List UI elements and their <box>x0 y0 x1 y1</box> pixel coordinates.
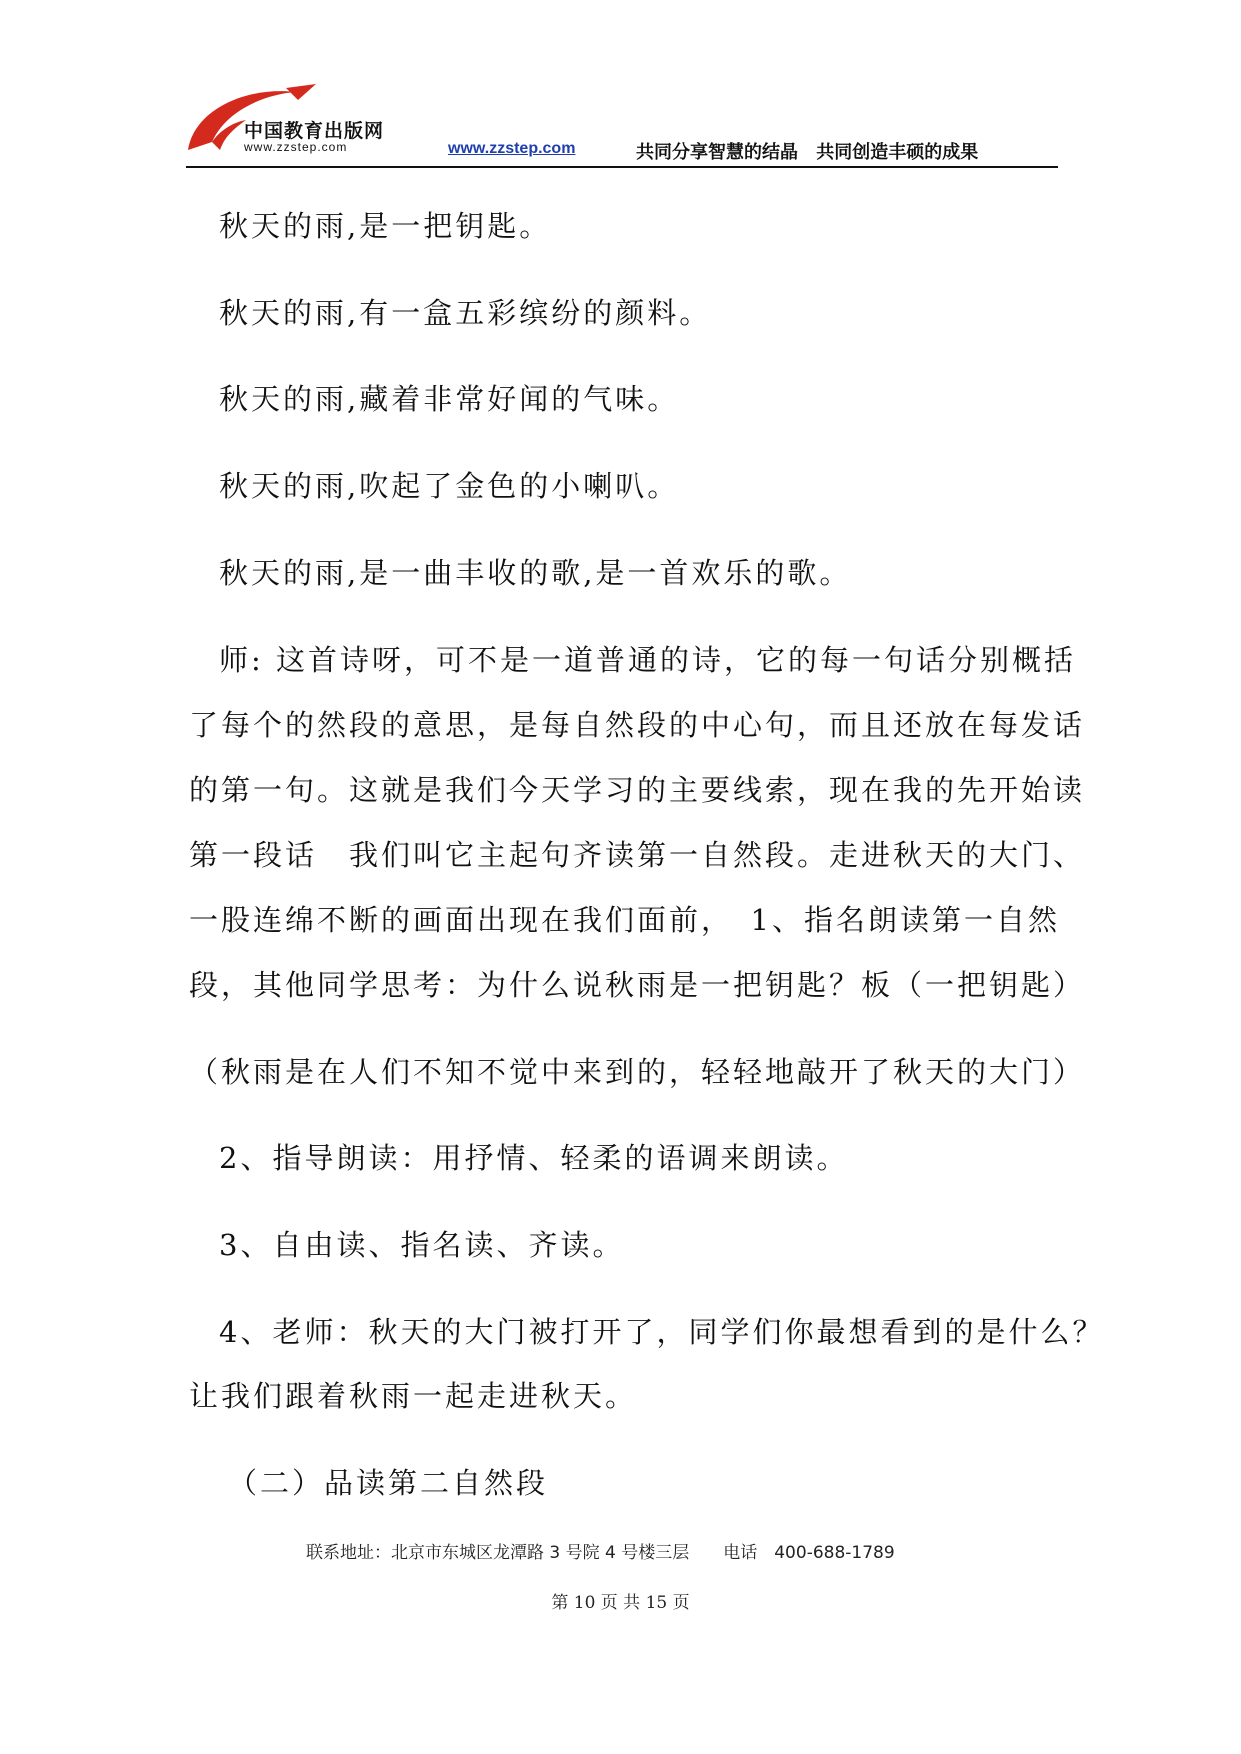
body-line: 第一段话 我们叫它主起句齐读第一自然段。走进秋天的大门、 <box>189 838 1086 872</box>
body-line: 了每个的然段的意思，是每自然段的中心句，而且还放在每发话 <box>189 708 1086 742</box>
body-line: （秋雨是在人们不知不觉中来到的，轻轻地敲开了秋天的大门） <box>189 1055 1086 1089</box>
site-link[interactable]: www.zzstep.com <box>448 140 576 157</box>
page-number: 第 10 页 共 15 页 <box>551 1593 690 1613</box>
publisher-logo <box>186 80 406 158</box>
body-line: 秋天的雨,是一曲丰收的歌,是一首欢乐的歌。 <box>219 556 852 590</box>
body-line: 秋天的雨,有一盒五彩缤纷的颜料。 <box>219 296 712 330</box>
body-line: 秋天的雨,藏着非常好闻的气味。 <box>219 382 680 416</box>
logo-chinese-text: 中国教育出版网 <box>244 120 385 142</box>
body-line: 一股连绵不断的画面出现在我们面前， 1、指名朗读第一自然 <box>189 903 1060 937</box>
body-line: 3、自由读、指名读、齐读。 <box>219 1228 625 1262</box>
section-heading: （二）品读第二自然段 <box>228 1466 549 1500</box>
body-line: 段，其他同学思考：为什么说秋雨是一把钥匙？板（一把钥匙） <box>189 968 1086 1002</box>
body-line: 的第一句。这就是我们今天学习的主要线索，现在我的先开始读 <box>189 773 1086 807</box>
body-line: 4、老师：秋天的大门被打开了，同学们你最想看到的是什么？ <box>219 1315 1105 1349</box>
header-divider <box>186 166 1058 168</box>
body-line: 师: 这首诗呀，可不是一道普通的诗，它的每一句话分别概括 <box>219 643 1076 677</box>
logo-url-text: www.zzstep.com <box>244 140 348 154</box>
body-line: 2、指导朗读：用抒情、轻柔的语调来朗读。 <box>219 1141 849 1175</box>
header-slogan: 共同分享智慧的结晶 共同创造丰硕的成果 <box>636 142 979 163</box>
body-line: 让我们跟着秋雨一起走进秋天。 <box>189 1379 638 1413</box>
footer-contact: 联系地址：北京市东城区龙潭路 3 号院 4 号楼三层 电话 400-688-1789 <box>306 1543 895 1563</box>
page-header <box>186 80 1058 170</box>
body-line: 秋天的雨,吹起了金色的小喇叭。 <box>219 469 680 503</box>
body-line: 秋天的雨,是一把钥匙。 <box>219 209 552 243</box>
